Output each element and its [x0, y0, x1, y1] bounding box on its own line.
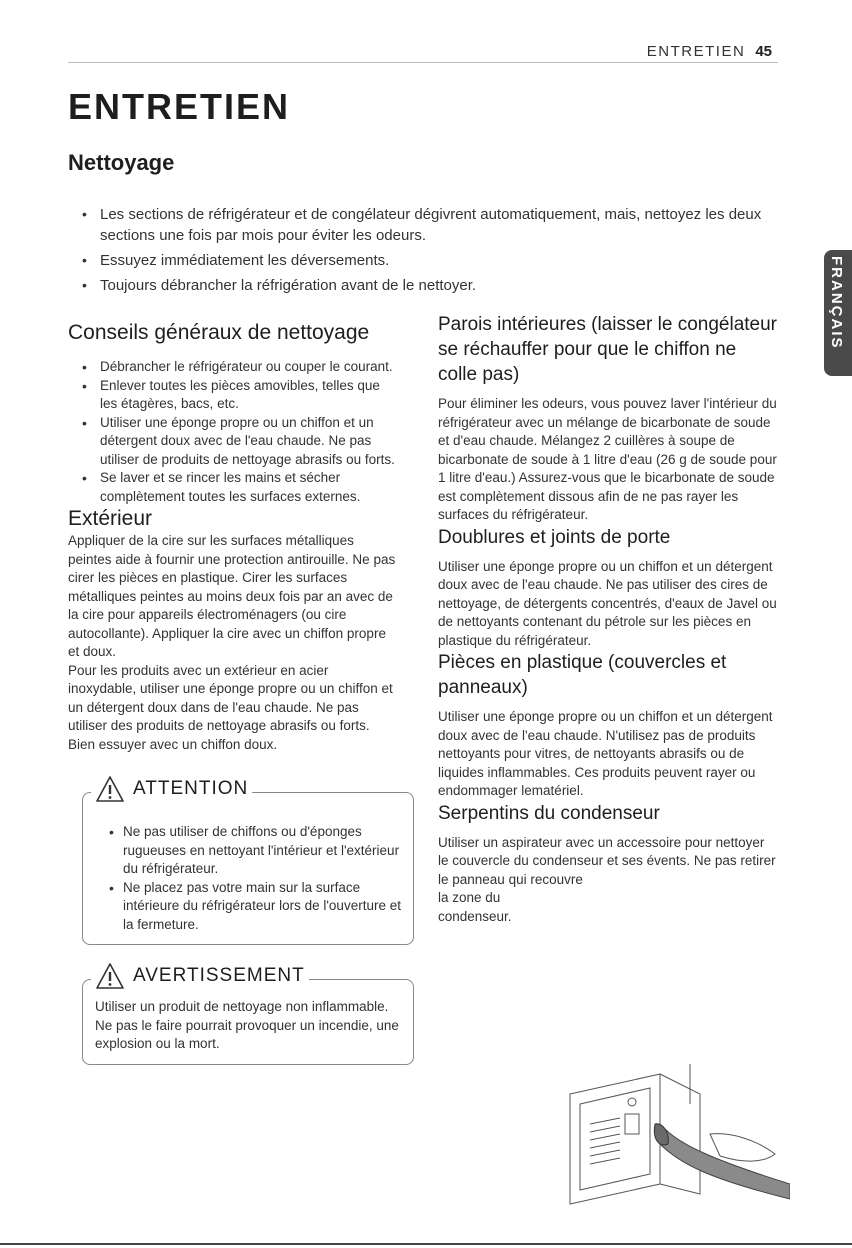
parois-heading: Parois intérieures (laisser le congélateur se réchauffer pour que le chiffon ne colle pas) [438, 314, 777, 385]
running-header [647, 43, 772, 60]
list-item: • Enlever toutes les pièces amovibles, telles que les étagères, bacs, etc. [78, 377, 398, 414]
serpentins-heading: Serpentins du condenseur [438, 802, 660, 824]
conseils-heading: Conseils généraux de nettoyage [68, 321, 370, 344]
serpentins-text-line2: la zone du [438, 890, 501, 905]
list-item: • Les sections de réfrigérateur et de congélateur dégivrent automatiquement, mais, nettoyez les deux sections une fois par mois pour éviter les odeurs. [78, 204, 768, 246]
list-item: • Se laver et se rincer les mains et sécher complètement toutes les surfaces externes. [78, 469, 398, 506]
list-item: • Débrancher le réfrigérateur ou couper le courant. [78, 358, 398, 377]
language-tab-label: FRANÇAIS [828, 256, 845, 350]
exterieur-paragraph-1: Appliquer de la cire sur les surfaces métalliques peintes aide à fournir une protection antirouille. Ne pas cirer les pièces en plastique. Cirer les surfaces métalliques peintes au moins deux fois par an avec de la cire pour appareils électroménagers (ou cire autocollante). Appliquer la cire avec un chiffon propre et doux. [68, 533, 396, 659]
header-section: ENTRETIEN [646, 43, 746, 60]
avertissement-text: Utiliser un produit de nettoyage non inflammable. Ne pas le faire pourrait provoquer un incendie, une explosion ou la mort. [95, 999, 399, 1051]
parois-text: Pour éliminer les odeurs, vous pouvez laver l'intérieur du réfrigérateur avec un mélange de bicarbonate de soude et d'eau chaude. Mélangez 2 cuillères à soupe de bicarbonate de soude à 1 litre d'eau (26 g de soude pour 1 litre d'eau.) Assurez-vous que le bicarbonate de soude est complètement dissous afin de ne pas rayer les surfaces du réfrigérateur. [438, 396, 777, 522]
right-column [438, 312, 778, 926]
header-rule [68, 62, 778, 63]
avertissement-title [91, 962, 309, 990]
left-column [68, 320, 401, 1065]
warning-triangle-icon [95, 962, 125, 990]
doublures-heading: Doublures et joints de porte [438, 526, 671, 548]
plastique-heading: Pièces en plastique (couvercles et panneaux) [438, 652, 727, 698]
doublures-text: Utiliser une éponge propre ou un chiffon et un détergent doux avec de l'eau chaude. Ne pas utiliser des cires de nettoyage, de détergents concentrés, d'eaux de Javel ou de nettoyants contenant du pétrole sur les pièces en plastique du réfrigérateur. [438, 558, 777, 648]
warning-triangle-icon [95, 775, 125, 803]
intro-list [78, 204, 768, 300]
conseils-list [68, 358, 398, 506]
plastique-text: Utiliser une éponge propre ou un chiffon et un détergent doux avec de l'eau chaude. N'utilisez pas de produits nettoyants pour vitres, de nettoyants abrasifs ou de liquides inflammables. Ces produits peuvent rayer ou endommager lematériel. [438, 709, 773, 798]
attention-title [91, 775, 252, 803]
attention-list [95, 823, 401, 934]
attention-label: ATTENTION [133, 777, 249, 799]
list-item: • Toujours débrancher la réfrigération avant de le nettoyer. [78, 275, 768, 296]
language-tab [824, 250, 852, 376]
condenser-cleaning-illustration [560, 1064, 790, 1214]
list-item: • Essuyez immédiatement les déversements. [78, 250, 768, 271]
page-title: ENTRETIEN [68, 86, 291, 127]
serpentins-text [438, 834, 778, 927]
exterieur-paragraph-2: Pour les produits avec un extérieur en acier inoxydable, utiliser une éponge propre ou un chiffon et un détergent doux dans de l'eau chaude. Ne pas utiliser des produits de nettoyage abrasifs ou forts. Bien essuyer avec un chiffon doux. [68, 662, 393, 752]
footer-rule [0, 1243, 852, 1245]
section-subtitle: Nettoyage [68, 150, 175, 175]
serpentins-text-line3: condenseur. [438, 908, 512, 924]
page-number: 45 [755, 43, 772, 60]
attention-box [82, 777, 414, 945]
exterieur-heading: Extérieur [68, 507, 153, 530]
list-item: • Utiliser une éponge propre ou un chiffon et un détergent doux avec de l'eau chaude. Ne pas utiliser de produits de nettoyage abrasifs ou forts. [78, 414, 398, 470]
avertissement-box [82, 964, 414, 1065]
list-item: • Ne pas utiliser de chiffons ou d'éponges rugueuses en nettoyant l'intérieur et l'extérieur du réfrigérateur. [105, 823, 401, 879]
serpentins-text-main: Utiliser un aspirateur avec un accessoire pour nettoyer le couvercle du condenseur et ses évents. Ne pas retirer le panneau qui recouvre [438, 834, 776, 887]
list-item: • Ne placez pas votre main sur la surface intérieure du réfrigérateur lors de l'ouverture et la fermeture. [105, 879, 401, 935]
avertissement-label: AVERTISSEMENT [133, 964, 305, 986]
